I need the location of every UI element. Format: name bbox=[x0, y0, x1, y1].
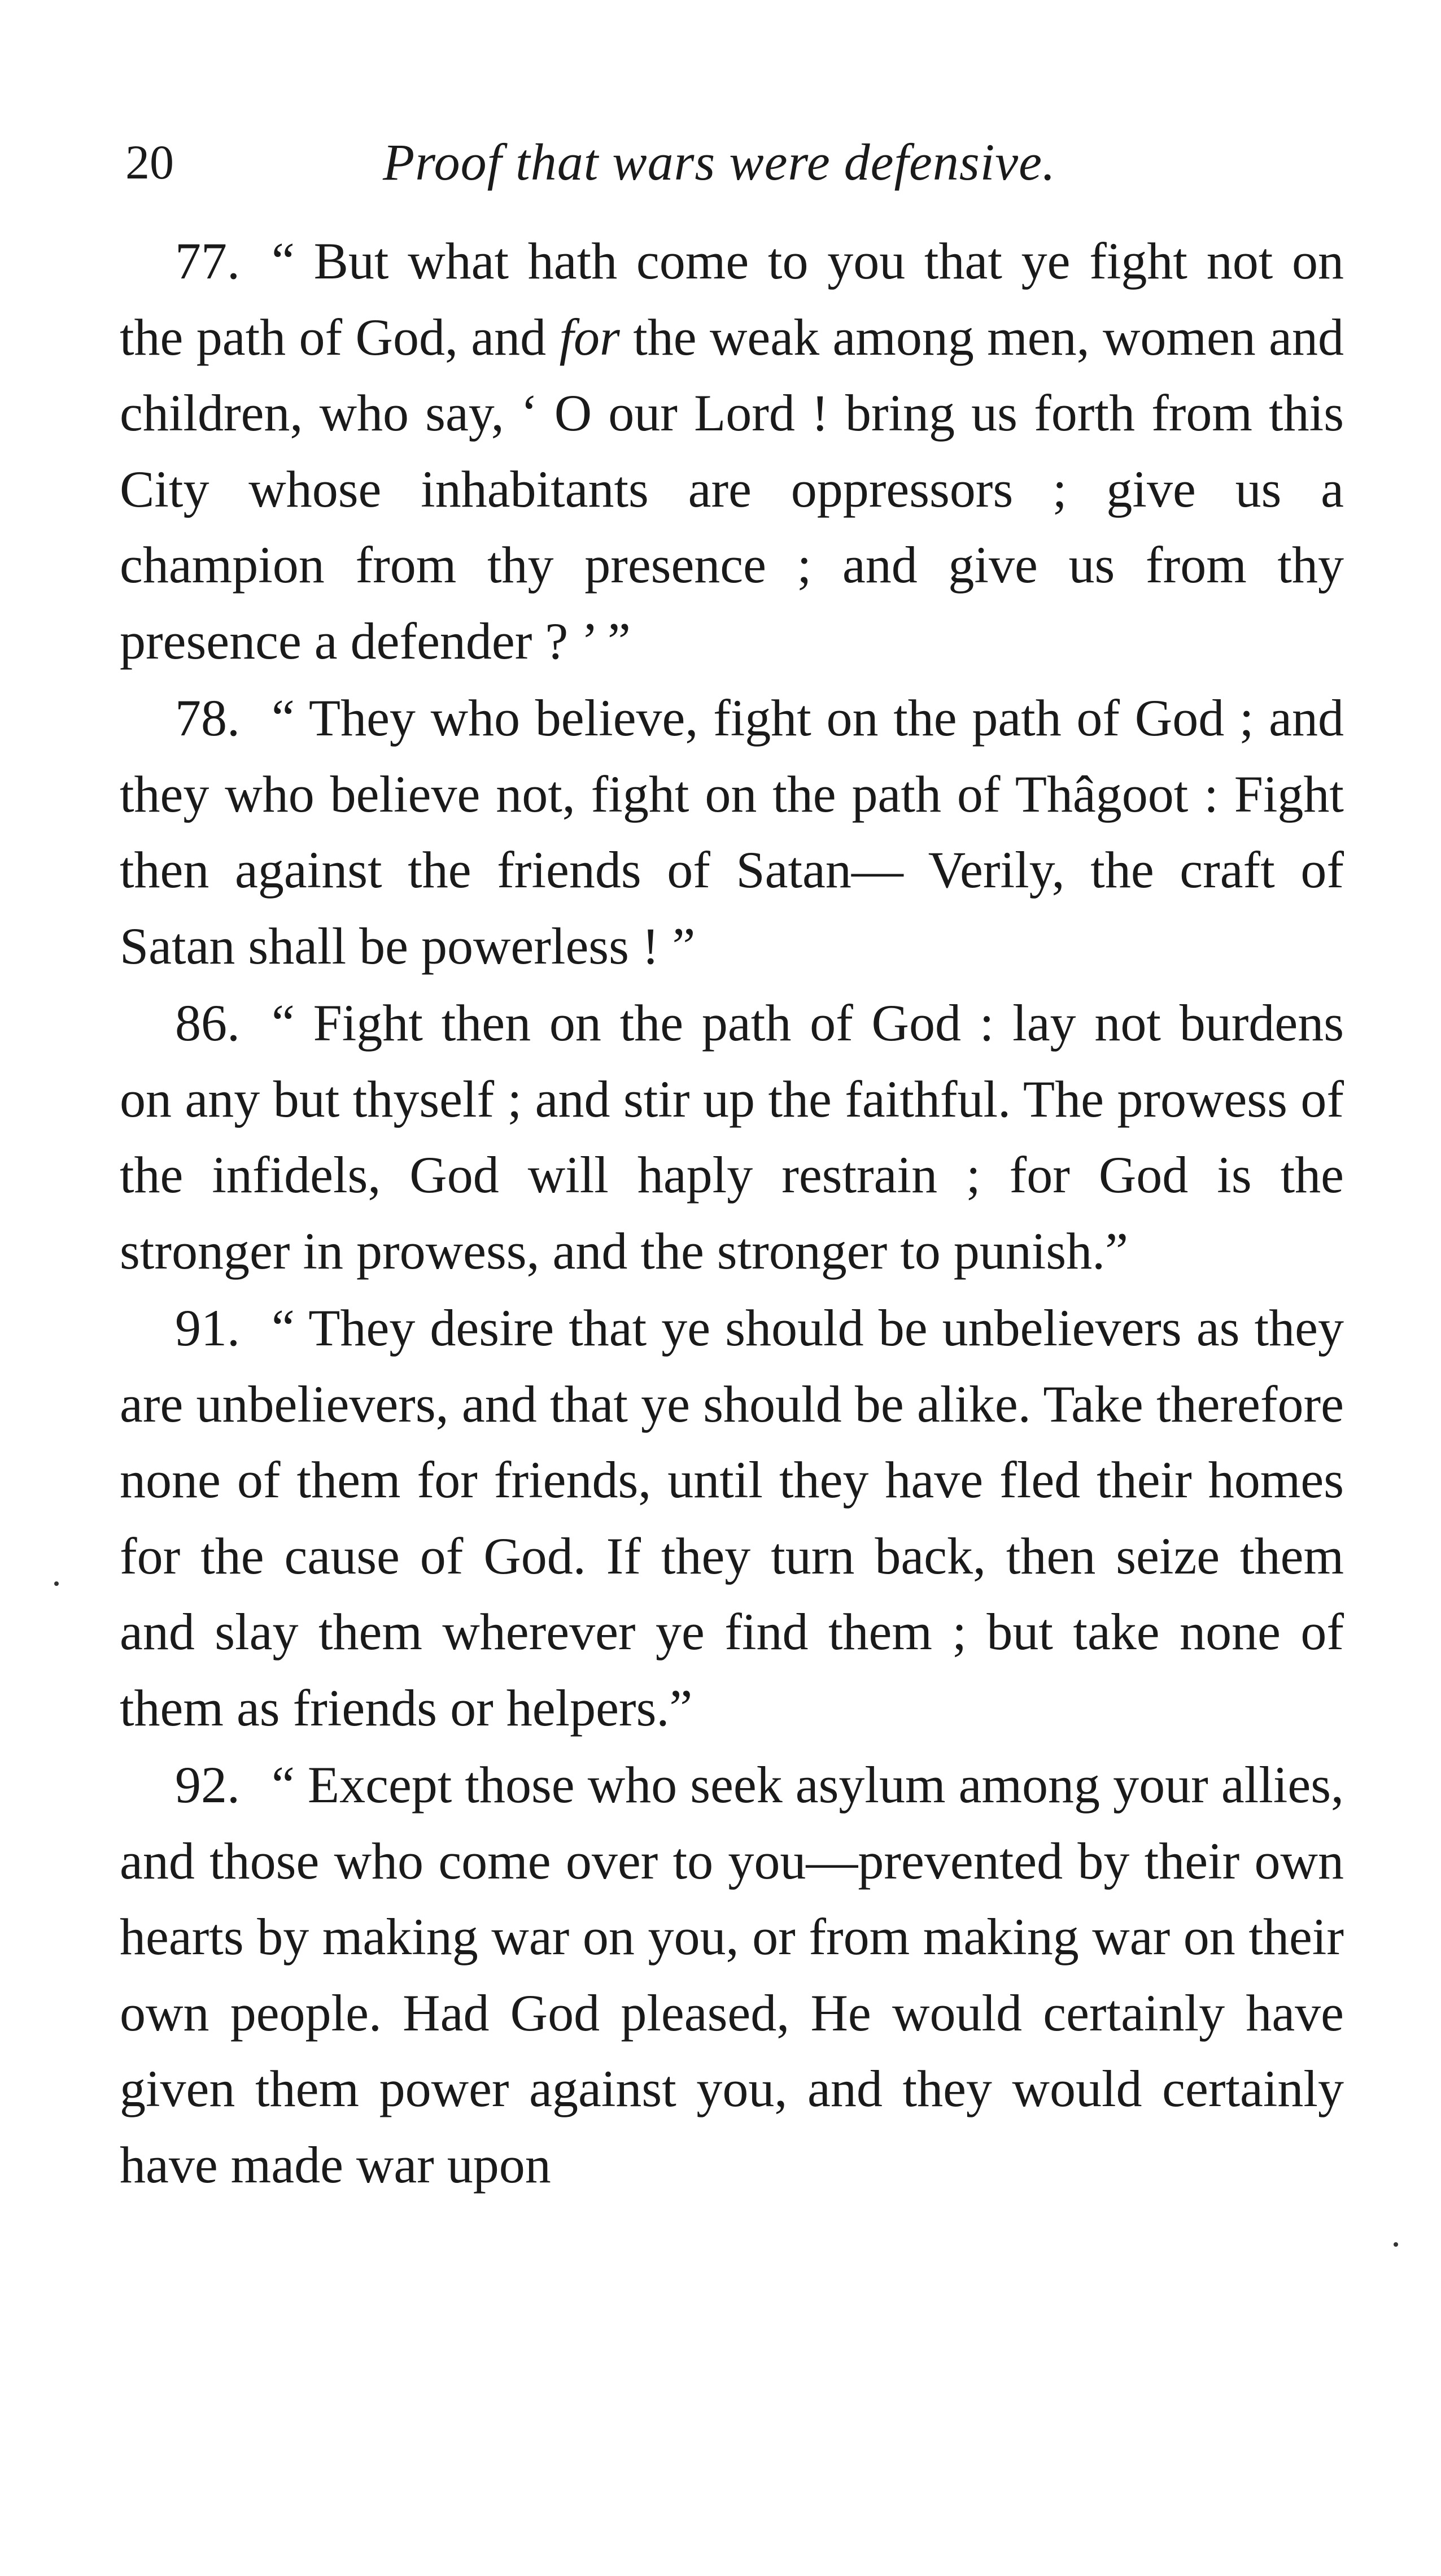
verse-78 bbox=[120, 680, 1344, 984]
print-speck bbox=[54, 1581, 59, 1586]
verse-number: 92. bbox=[175, 1756, 240, 1814]
verse-text: “ They who believe, fight on the path of God ; and they who believe not, fight on the path of Thâgoot : Fight then against the friends of Satan— Verily, the craft of Satan shall be powerless ! ” bbox=[120, 689, 1344, 975]
verse-text: “ Except those who seek asylum among your allies, and those who come over to you—prevented by their own hearts by making war on you, or from making war on their own people. Had God pleased, He would certainly have given them power against you, and they would certainly have made war upon bbox=[120, 1756, 1344, 2194]
verse-text-italic: for bbox=[559, 308, 620, 366]
body-text bbox=[120, 223, 1344, 2204]
verse-77 bbox=[120, 223, 1344, 679]
verse-92 bbox=[120, 1747, 1344, 2203]
page-number: 20 bbox=[125, 135, 174, 189]
verse-text: “ They desire that ye should be unbelievers as they are unbelievers, and that ye should be alike. Take therefore none of them for friends, until they have fled their homes for the cause of God. If they turn back, then seize them and slay them wherever ye find them ; but take none of them as friends or helpers.” bbox=[120, 1299, 1344, 1737]
verse-number: 77. bbox=[175, 232, 240, 290]
verse-text-part: the weak among men, women and children, who say, ‘ O our Lord ! bring us forth from this City whose inhabitants are oppressors ; give us a champion from thy presence ; and give us from thy presence a defender ? ’ ” bbox=[120, 308, 1344, 670]
verse-86 bbox=[120, 985, 1344, 1289]
verse-91 bbox=[120, 1290, 1344, 1746]
verse-number: 78. bbox=[175, 689, 240, 747]
running-head: Proof that wars were defensive. bbox=[383, 133, 1056, 191]
verse-number: 91. bbox=[175, 1299, 240, 1357]
verse-text-part: “ But what hath come to you that ye fight not on the path of God, and bbox=[120, 232, 1344, 366]
print-speck bbox=[1394, 2242, 1398, 2247]
verse-text: “ Fight then on the path of God : lay not burdens on any but thyself ; and stir up the faithful. The prowess of the infidels, God will haply restrain ; for God is the stronger in prowess, and the stronger to punish.” bbox=[120, 994, 1344, 1280]
verse-number: 86. bbox=[175, 994, 240, 1052]
page-header bbox=[125, 131, 1339, 193]
verse-text bbox=[120, 232, 1344, 670]
